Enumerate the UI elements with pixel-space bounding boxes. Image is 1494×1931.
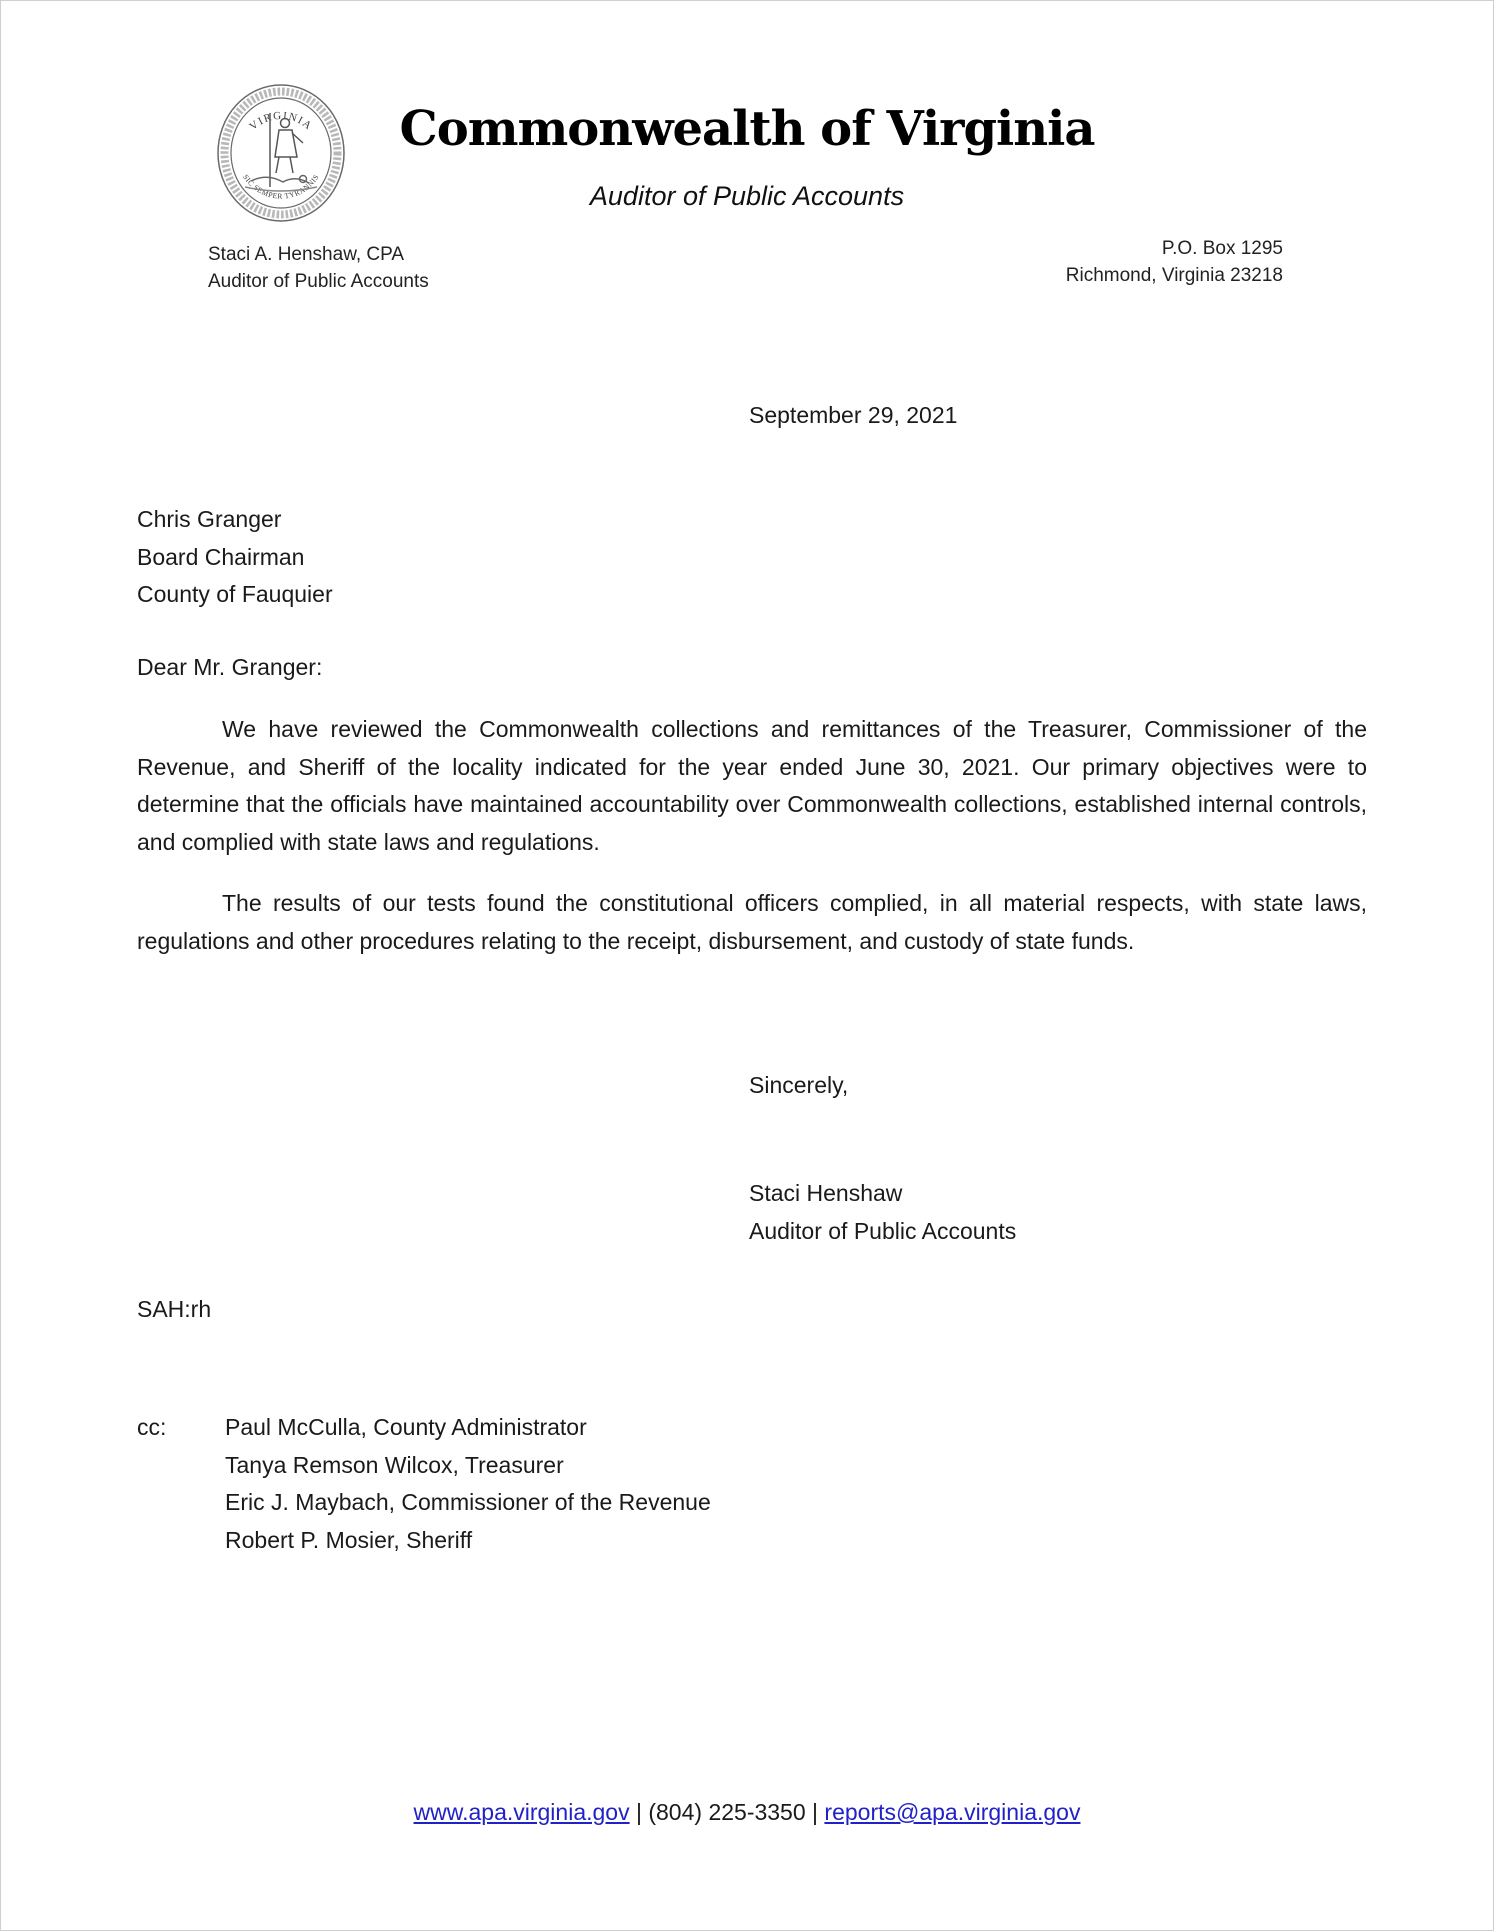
letterhead-subtitle: Auditor of Public Accounts xyxy=(589,181,905,211)
cc-name: Robert P. Mosier, Sheriff xyxy=(225,1526,473,1553)
reference-initials: SAH:rh xyxy=(137,1296,212,1322)
letterhead-title: Commonwealth of Virginia xyxy=(399,101,1095,157)
seal-top-text: VIRGINIA xyxy=(247,109,315,133)
signer-name: Staci Henshaw xyxy=(749,1180,903,1206)
footer-phone: (804) 225-3350 xyxy=(648,1799,806,1825)
closing-sincerely: Sincerely, xyxy=(749,1072,849,1098)
letterhead-right-block xyxy=(1066,235,1283,289)
city-state-zip-line: Richmond, Virginia 23218 xyxy=(1065,265,1283,286)
footer-email-link[interactable]: reports@apa.virginia.gov xyxy=(824,1799,1081,1825)
signer-title: Auditor of Public Accounts xyxy=(749,1217,1017,1244)
seal-bottom-text: SIC SEMPER TYRANNIS xyxy=(241,172,321,201)
cc-name: Tanya Remson Wilcox, Treasurer xyxy=(225,1451,564,1478)
cc-label: cc: xyxy=(137,1414,167,1440)
footer-separator: | xyxy=(812,1799,819,1825)
footer-separator: | xyxy=(635,1799,642,1825)
date-line: September 29, 2021 xyxy=(749,402,958,428)
recipient-title: Board Chairman xyxy=(137,543,305,570)
auditor-name: Staci A. Henshaw, CPA xyxy=(208,244,405,265)
auditor-title: Auditor of Public Accounts xyxy=(208,271,429,292)
cc-names-block xyxy=(225,1409,711,1559)
po-box-line: P.O. Box 1295 xyxy=(1161,238,1283,259)
letterhead-left-block xyxy=(208,241,429,295)
body-paragraph-2: The results of our tests found the constitutional officers complied, in all material respects, with state laws, regulations and other procedures relating to the receipt, disbursement, and custody of state funds. xyxy=(137,890,1367,954)
recipient-org: County of Fauquier xyxy=(137,581,333,607)
cc-name: Eric J. Maybach, Commissioner of the Revenue xyxy=(225,1489,711,1515)
body-paragraph-1: We have reviewed the Commonwealth collections and remittances of the Treasurer, Commissioner of the Revenue, and Sheriff of the locality indicated for the year ended June 30, 2021. Our primary objectives were to determine that the officials have maintained accountability over Commonwealth collections, established internal controls, and complied with state laws and regulations. xyxy=(137,716,1367,855)
recipient-name: Chris Granger xyxy=(137,506,282,532)
page-footer xyxy=(1,1799,1493,1826)
cc-name: Paul McCulla, County Administrator xyxy=(225,1414,587,1440)
recipient-block xyxy=(137,501,333,614)
salutation: Dear Mr. Granger: xyxy=(137,654,323,680)
signature-block xyxy=(749,1175,1016,1250)
footer-website-link[interactable]: www.apa.virginia.gov xyxy=(413,1799,630,1825)
